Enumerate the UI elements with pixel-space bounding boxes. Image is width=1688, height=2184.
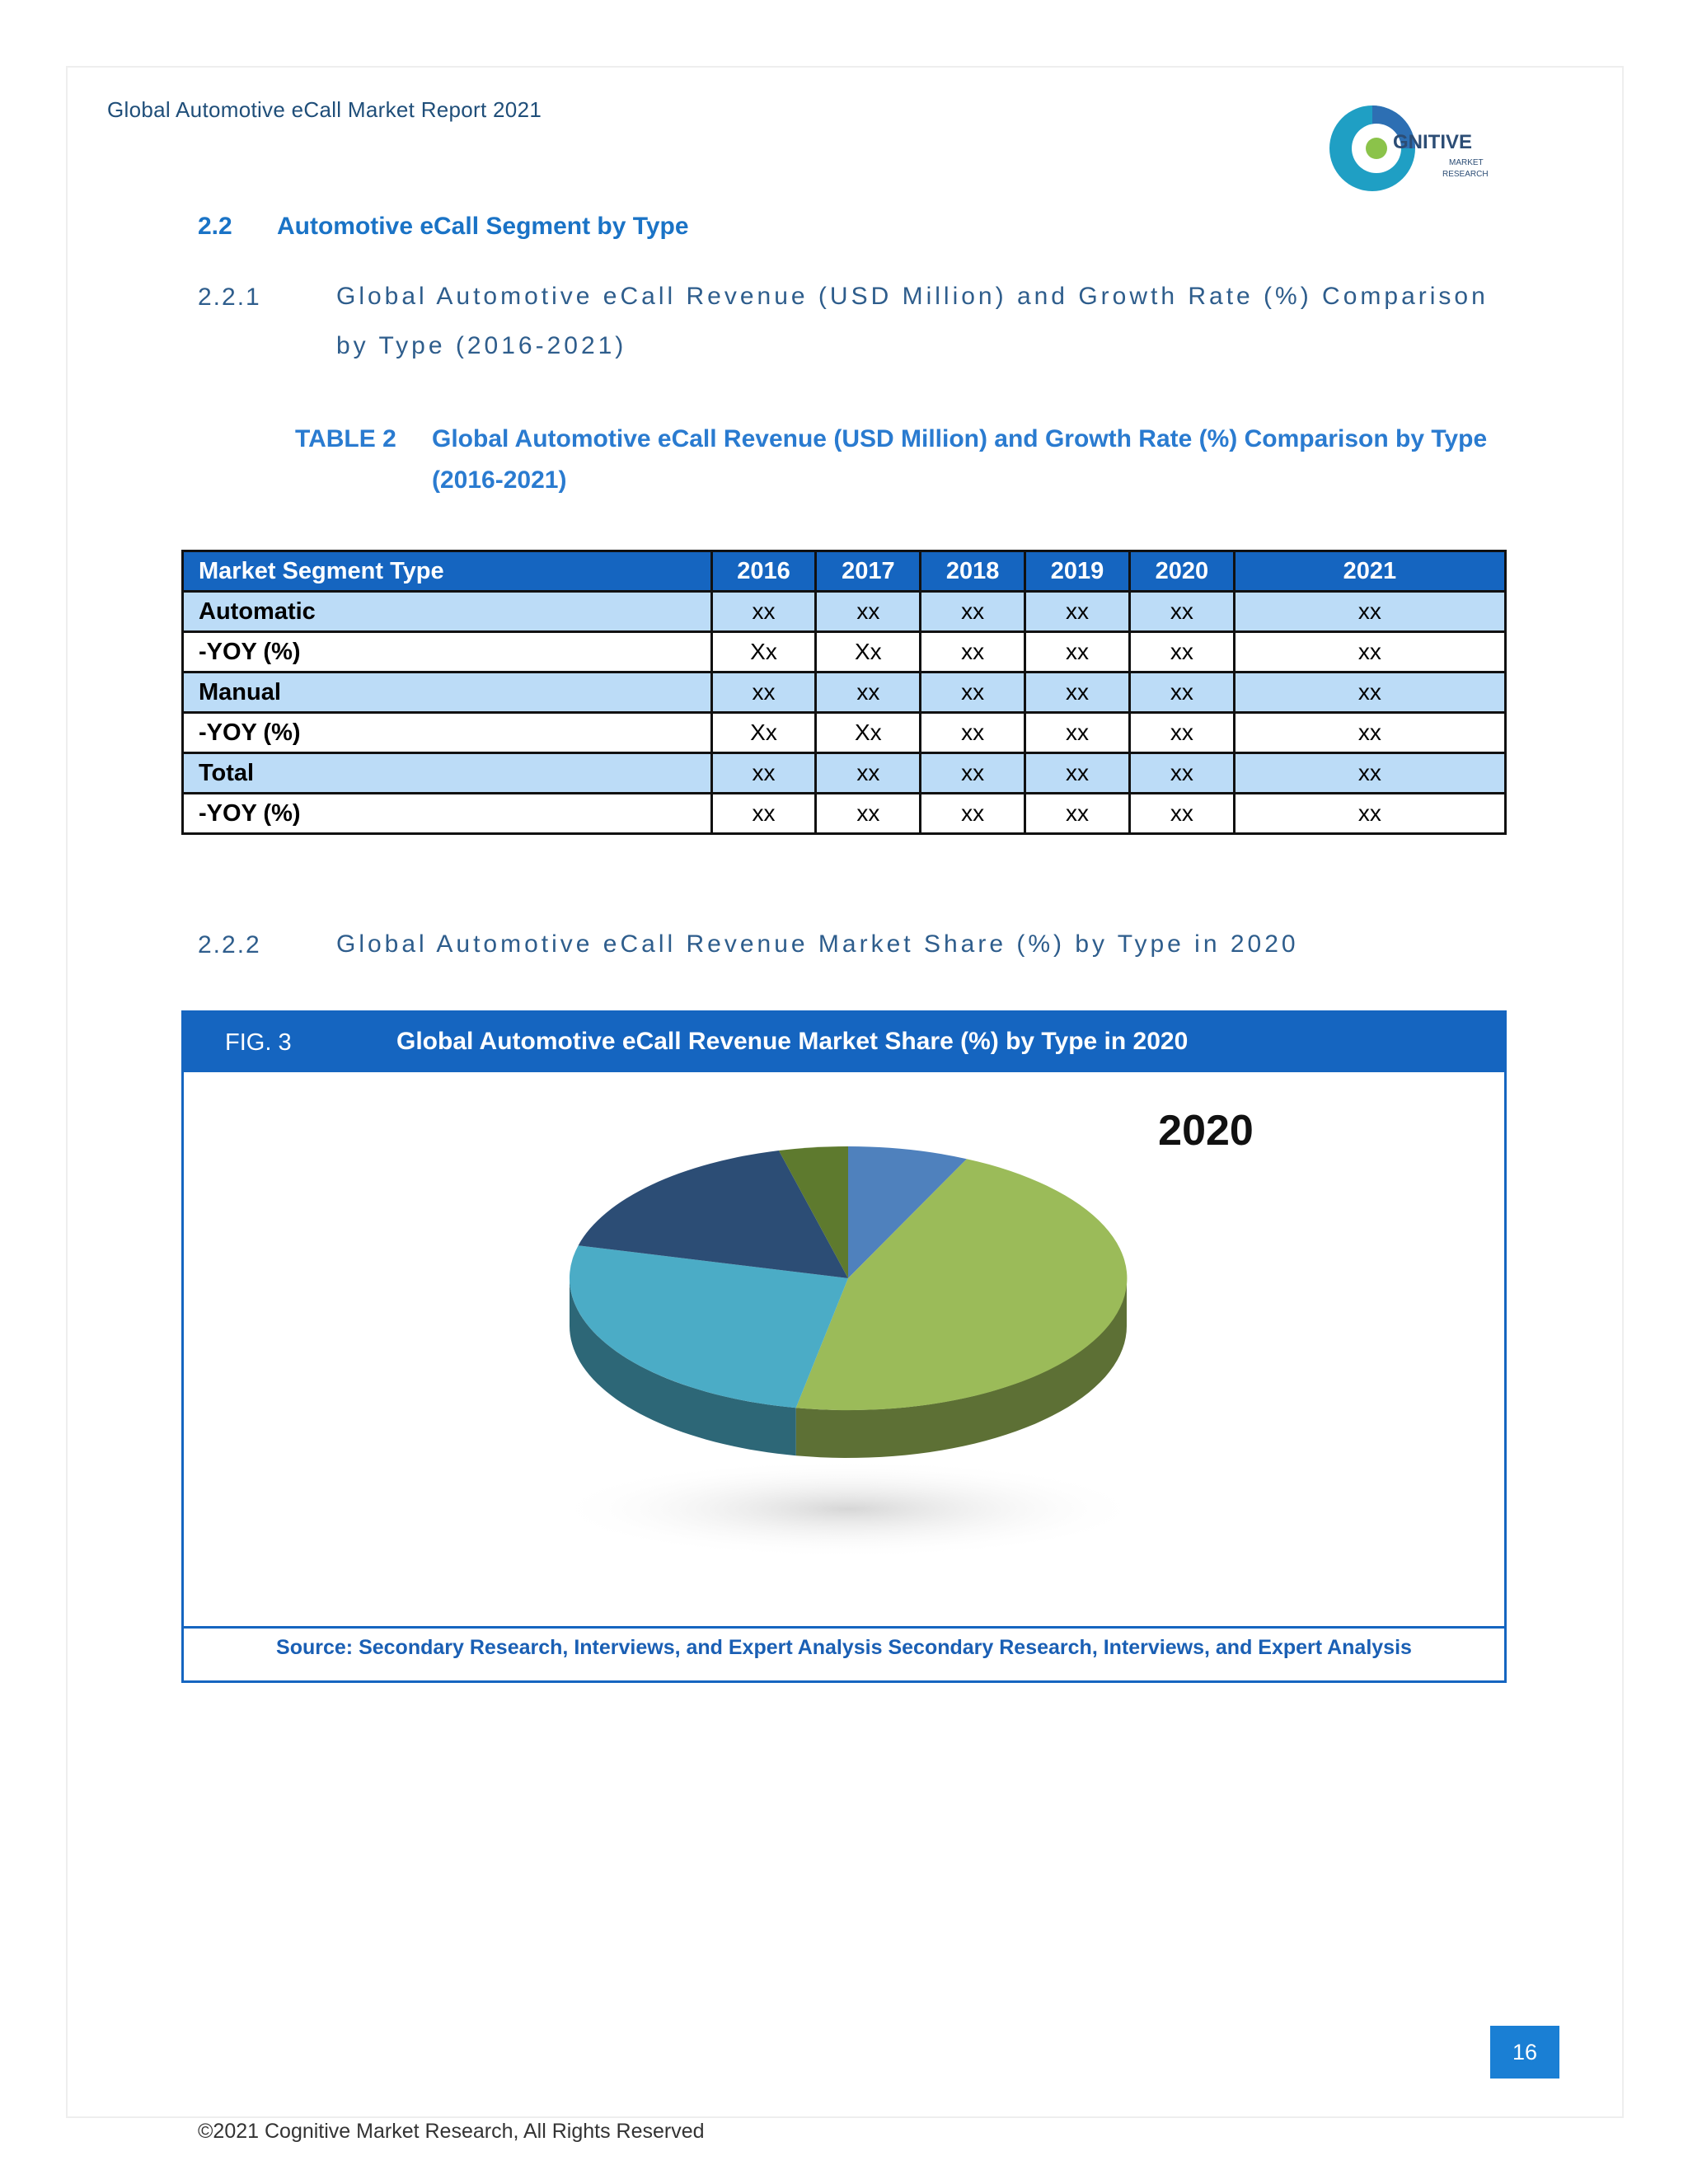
table-header-cell: Market Segment Type (183, 551, 712, 592)
subsection-1-number: 2.2.1 (198, 284, 261, 311)
table-row-label: Automatic (183, 592, 712, 632)
table-cell: xx (1234, 794, 1505, 834)
table-row (183, 753, 1506, 794)
table-cell: xx (921, 753, 1025, 794)
table-row-label: -YOY (%) (183, 632, 712, 673)
table-row (183, 632, 1506, 673)
table-row-label: Manual (183, 673, 712, 713)
table-row (183, 673, 1506, 713)
table-row-label: Total (183, 753, 712, 794)
table-header-cell: 2018 (921, 551, 1025, 592)
table-cell: xx (1129, 753, 1234, 794)
subsection-1-text-line2: by Type (2016-2021) (336, 332, 627, 359)
table-cell: xx (1234, 632, 1505, 673)
table-header-cell: 2017 (816, 551, 921, 592)
table-row (183, 713, 1506, 753)
table-cell: xx (816, 753, 921, 794)
table-cell: Xx (816, 713, 921, 753)
table-cell: xx (1234, 713, 1505, 753)
pie-tops (570, 1146, 1127, 1410)
table-caption-text: Global Automotive eCall Revenue (USD Million) and Growth Rate (%) Comparison by Type (2016-2021) (432, 425, 1488, 494)
table-cell: xx (921, 673, 1025, 713)
table-cell: xx (1025, 632, 1130, 673)
company-logo (1327, 99, 1492, 198)
table-header-cell: 2021 (1234, 551, 1505, 592)
table-header-row (183, 551, 1506, 592)
table-cell: xx (1234, 592, 1505, 632)
figure-header (184, 1013, 1504, 1072)
table-cell: xx (1234, 673, 1505, 713)
table-cell: Xx (711, 632, 816, 673)
table-header-cell: 2020 (1129, 551, 1234, 592)
svg-text:MARKET: MARKET (1449, 158, 1484, 167)
table-cell: xx (1234, 753, 1505, 794)
footer-copyright: ©2021 Cognitive Market Research, All Rights Reserved (198, 2120, 705, 2143)
segment-table (181, 550, 1507, 835)
table-cell: xx (1129, 632, 1234, 673)
table-cell: xx (1025, 592, 1130, 632)
table-cell: xx (816, 794, 921, 834)
table-cell: xx (921, 632, 1025, 673)
table-header-cell: 2019 (1025, 551, 1130, 592)
table-cell: xx (1129, 673, 1234, 713)
chart-title: 2020 (1158, 1107, 1254, 1155)
table-cell: xx (1025, 753, 1130, 794)
svg-text:RESEARCH: RESEARCH (1442, 170, 1489, 179)
pie-chart (184, 1072, 1504, 1623)
page-number: 16 (1490, 2026, 1559, 2079)
section-number: 2.2 (198, 213, 232, 240)
table-cell: xx (1025, 673, 1130, 713)
table-cell: xx (921, 713, 1025, 753)
subsection-2-text: Global Automotive eCall Revenue Market Share (%) by Type in 2020 (336, 930, 1299, 958)
figure-box (181, 1010, 1507, 1683)
table-cell: xx (711, 753, 816, 794)
table-cell: xx (711, 794, 816, 834)
pie-shadow (551, 1460, 1145, 1558)
section-heading (198, 213, 689, 241)
table-row (183, 592, 1506, 632)
subsection-1-text-line1: Global Automotive eCall Revenue (USD Million) and Growth Rate (%) Comparison (336, 283, 1489, 310)
report-header-title: Global Automotive eCall Market Report 2021 (107, 97, 542, 122)
table-cell: Xx (711, 713, 816, 753)
table-row-label: -YOY (%) (183, 713, 712, 753)
figure-source: Source: Secondary Research, Interviews, and Expert Analysis Secondary Research, Interviews, and Expert Analysis (276, 1636, 1412, 1659)
table-cell: xx (711, 592, 816, 632)
table-cell: xx (816, 592, 921, 632)
table-row-label: -YOY (%) (183, 794, 712, 834)
table-cell: xx (921, 592, 1025, 632)
table-cell: xx (711, 673, 816, 713)
figure-divider (184, 1626, 1504, 1629)
section-title: Automotive eCall Segment by Type (277, 213, 689, 240)
table-cell: xx (1129, 592, 1234, 632)
table-cell: xx (921, 794, 1025, 834)
table-cell: xx (1129, 794, 1234, 834)
table-cell: xx (1025, 794, 1130, 834)
figure-title: Global Automotive eCall Revenue Market Share (%) by Type in 2020 (396, 1028, 1189, 1055)
table-header-cell: 2016 (711, 551, 816, 592)
table-cell: xx (816, 673, 921, 713)
svg-text:GNITIVE: GNITIVE (1393, 131, 1473, 153)
table-row (183, 794, 1506, 834)
table-caption-number: TABLE 2 (295, 425, 396, 452)
table-cell: xx (1129, 713, 1234, 753)
table-cell: xx (1025, 713, 1130, 753)
figure-number: FIG. 3 (225, 1029, 292, 1056)
table-cell: Xx (816, 632, 921, 673)
subsection-2-number: 2.2.2 (198, 931, 261, 958)
